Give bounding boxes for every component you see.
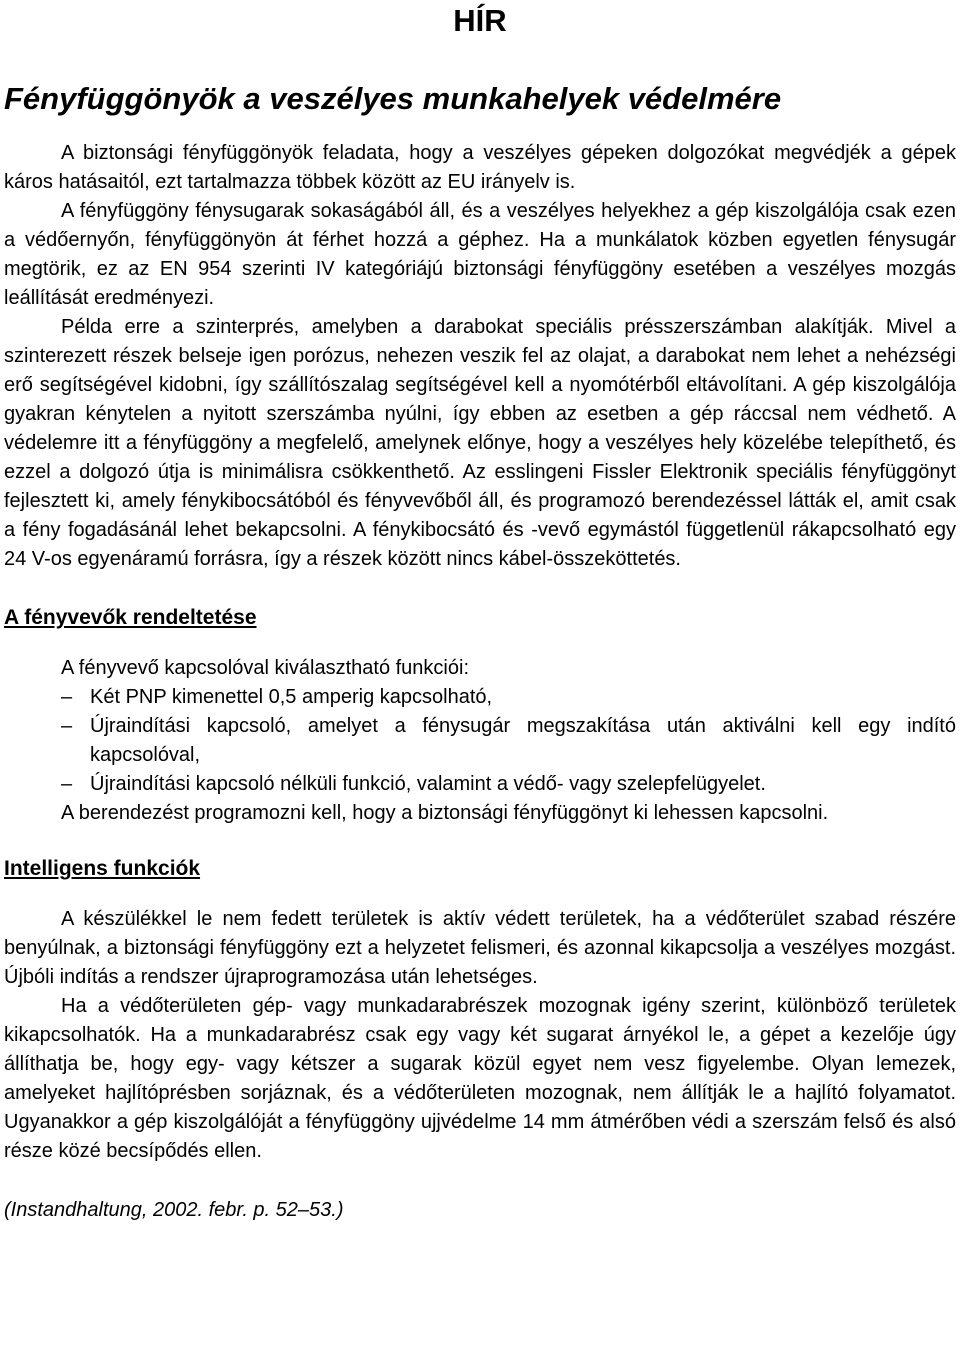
article-title: Fényfüggönyök a veszélyes munkahelyek védelmére — [4, 81, 782, 116]
section-heading-intelligent: Intelligens funkciók — [4, 857, 201, 880]
dash-bullet-icon: – — [61, 686, 73, 708]
document-page — [4, 0, 956, 1225]
intro-paragraph: A biztonsági fényfüggönyök feladata, hogy a veszélyes gépeken dolgozókat megvédjék a gépek káros hatásaitól, ezt tartalmazza többek között az EU irányelv is. — [4, 142, 956, 193]
list-lead: A fényvevő kapcsolóval kiválasztható funkciói: — [61, 657, 469, 679]
dash-bullet-icon: – — [61, 773, 73, 795]
news-header: HÍR — [453, 3, 507, 38]
body-paragraph: A fényfüggöny fénysugarak sokaságából áll, és a veszélyes helyekhez a gép kiszolgálója csak ezen a védőernyőn, fényfüggönyön át férhet hozzá a géphez. Ha a munkálatok közben egyetlen fénysugár megtörik, ez az EN 954 szerinti IV kategóriájú biztonsági fényfüggöny esetében a veszélyes mozgás leállítását eredményezi. — [4, 200, 956, 309]
body-paragraph: A készülékkel le nem fedett területek is aktív védett területek, ha a védőterület szabad részére benyúlnak, a biztonsági fényfüggöny ezt a helyzetet felismeri, és azonnal kikapcsolja a veszélyes mozgást. Újbóli indítás a rendszer újraprogramozása után lehetséges. — [4, 908, 956, 988]
list-item — [4, 770, 956, 799]
list-item-text: Újraindítási kapcsoló nélküli funkció, valamint a védő- vagy szelepfelügyelet. — [90, 773, 766, 795]
section-heading-receivers: A fényvevők rendeltetése — [4, 606, 257, 629]
body-paragraph: A berendezést programozni kell, hogy a biztonsági fényfüggönyt ki lehessen kapcsolni. — [61, 802, 829, 824]
list-item-text: Újraindítási kapcsoló, amelyet a fénysugár megszakítása után aktiválni kell egy indító kapcsolóval, — [90, 715, 956, 766]
list-item-text: Két PNP kimenettel 0,5 amperig kapcsolható, — [90, 686, 493, 708]
body-paragraph: Példa erre a szinterprés, amelyben a darabokat speciális présszerszámban alakítják. Mivel a szinterezett részek belseje igen porózus, nehezen veszik fel az olajat, a darabokat nem lehet a nehézségi erő segítségével kidobni, így szállítószalag segítségével kell a nyomótérből eltávolítani. A gép kiszolgálója gyakran kénytelen a nyitott szerszámba nyúlni, így ebben az esetben a gép ráccsal nem védhető. A védelemre itt a fényfüggöny a megfelelő, amelynek előnye, hogy a veszélyes hely közelébe telepíthető, és ezzel a dolgozó útja is minimálisra csökkenthető. Az esslingeni Fissler Elektronik speciális fényfüggönyt fejlesztett ki, amely fénykibocsátóból és fényvevőből áll, és programozó berendezéssel látták el, amit csak a fény fogadásánál lehet bekapcsolni. A fénykibocsátó és -vevő egymástól függetlenül rákapcsolható egy 24 V-os egyenáramú forrásra, így a részek között nincs kábel-összeköttetés. — [4, 316, 956, 570]
source-citation: (Instandhaltung, 2002. febr. p. 52–53.) — [4, 1199, 344, 1221]
list-item — [4, 712, 956, 770]
body-paragraph: Ha a védőterületen gép- vagy munkadarabrészek mozognak igény szerint, különböző területek kikapcsolhatók. Ha a munkadarabrész csak egy vagy két sugarat árnyékol le, a gépet a kezelője úgy állíthatja be, hogy egy- vagy kétszer a sugarak közül egyet nem vesz figyelembe. Olyan lemezek, amelyeket hajlítóprésben sorjáznak, és a védőterületen mozognak, nem állítják le a hajlító folyamatot. Ugyanakkor a gép kiszolgálóját a fényfüggöny ujjvédelme 14 mm átmérőben védi a szerszám felső és alsó része közé becsípődés ellen. — [4, 995, 956, 1162]
list-item — [4, 683, 956, 712]
function-list — [4, 683, 956, 799]
dash-bullet-icon: – — [61, 715, 73, 737]
